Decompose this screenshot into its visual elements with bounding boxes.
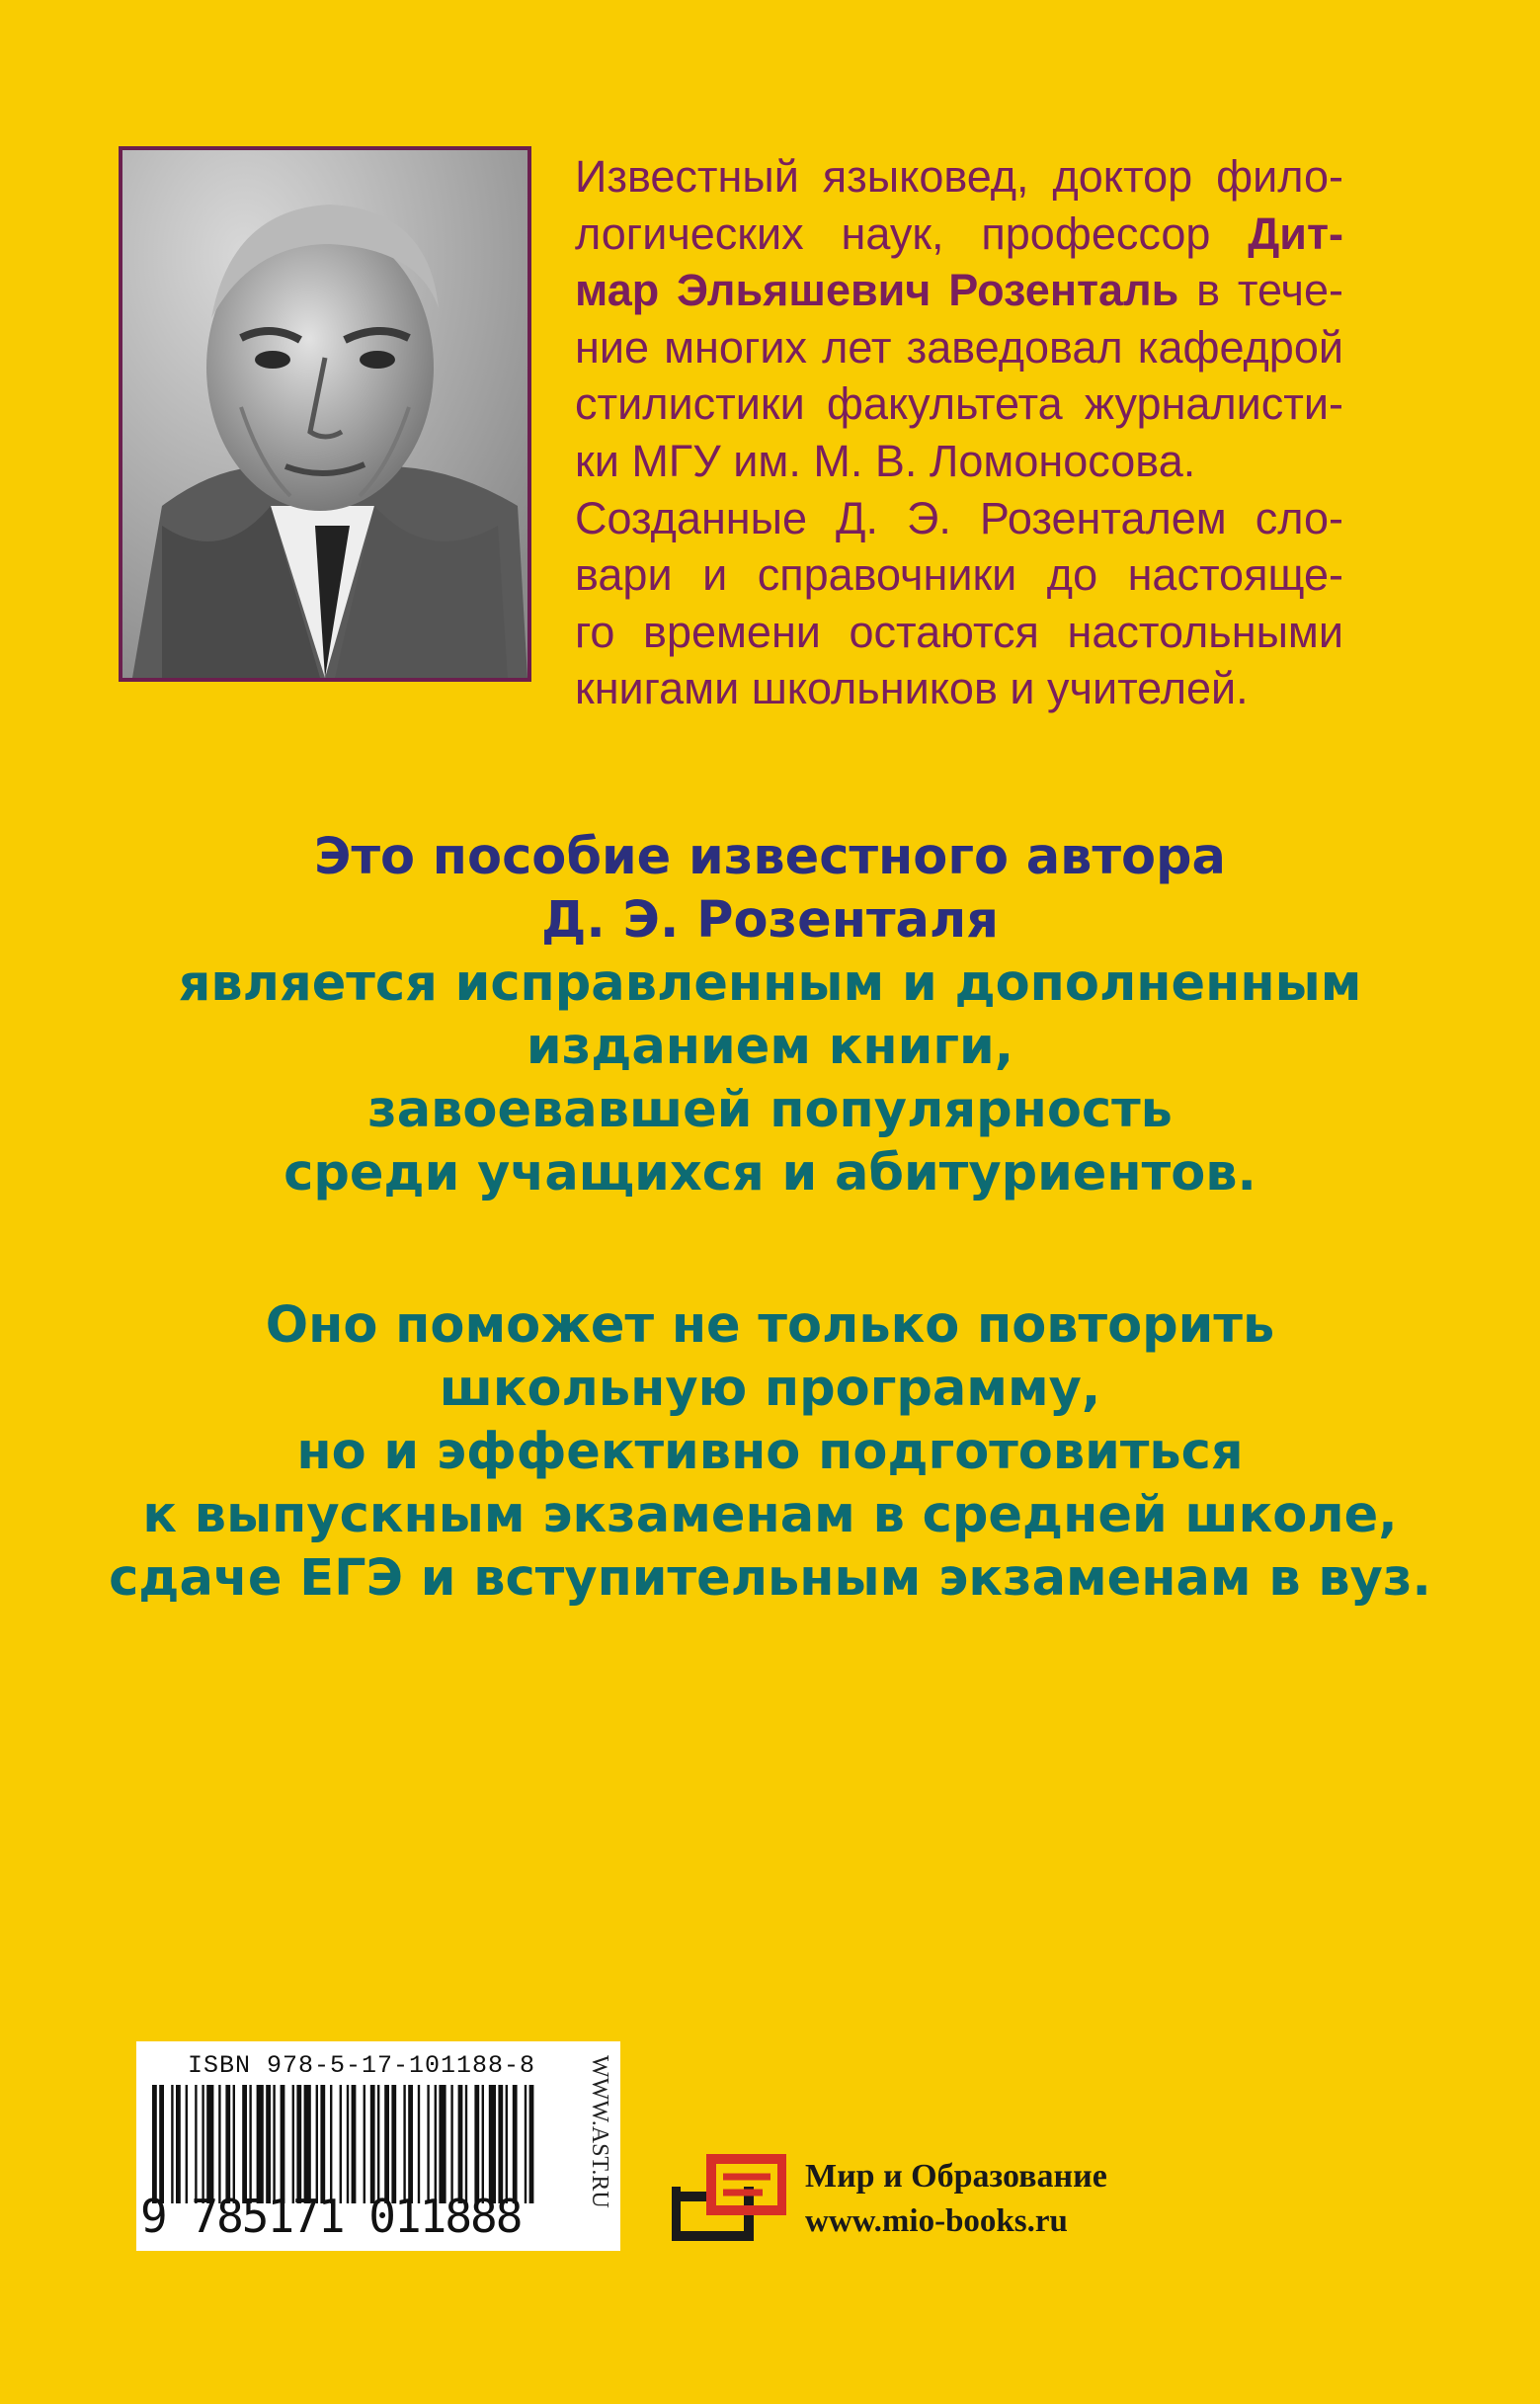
promo-line: среди учащихся и абитуриентов. [284,1144,1256,1202]
publisher-url[interactable]: www.mio-books.ru [805,2203,1068,2239]
publisher-logo-icon [672,2141,786,2244]
promo-line: Оно поможет не только повторить [265,1296,1275,1355]
publisher-name: Мир и Образование [805,2158,1107,2195]
bio-line: стилистики факультета журналисти- [575,378,1343,430]
author-bio [575,148,1343,717]
promo-line: школьную программу, [439,1360,1101,1418]
bio-line: ние многих лет заведовал кафедрой [575,321,1343,373]
bio-line: вари и справочники до настояще- [575,549,1343,601]
portrait-image [122,150,527,678]
promo-heading-line: Это пособие известного автора [314,828,1226,886]
promo-line: изданием книги, [526,1018,1014,1076]
promo-heading-line: Д. Э. Розенталя [540,891,1000,950]
barcode-bars [146,2085,541,2203]
publisher-site: WWW.AST.RU [587,2055,612,2208]
promo-line: является исправленным и дополненным [178,954,1362,1013]
promo-line: завоевавшей популярность [367,1081,1173,1139]
author-name-part: мар Эльяшевич Розенталь [575,265,1179,316]
promo-line: к выпускным экзаменам в средней школе, [142,1486,1398,1544]
bio-line: ки МГУ им. М. В. Ломоносова. [575,435,1196,486]
bio-line: мар Эльяшевич Розенталь в тече- [575,265,1343,316]
isbn-number: ISBN 978-5-17-101188-8 [188,2051,536,2080]
bio-line: книгами школьников и учителей. [575,663,1249,714]
promo-line: сдаче ЕГЭ и вступительным экзаменам в вуз. [109,1549,1431,1608]
promo-block-1 [0,826,1540,1205]
author-portrait [119,146,531,682]
isbn-barcode [136,2041,620,2251]
promo-block-2 [0,1294,1540,1611]
bio-line: Известный языковед, доктор фило- [575,151,1343,202]
barcode-digits: 9 785171 011888 [140,2190,522,2243]
bio-line: Созданные Д. Э. Розенталем сло- [575,492,1343,543]
author-name-part: Дит- [1248,207,1343,259]
bio-line: го времени остаются настольными [575,606,1343,657]
promo-line: но и эффективно подготовиться [296,1423,1244,1481]
bio-line: логических наук, профессор Дит- [575,207,1343,259]
